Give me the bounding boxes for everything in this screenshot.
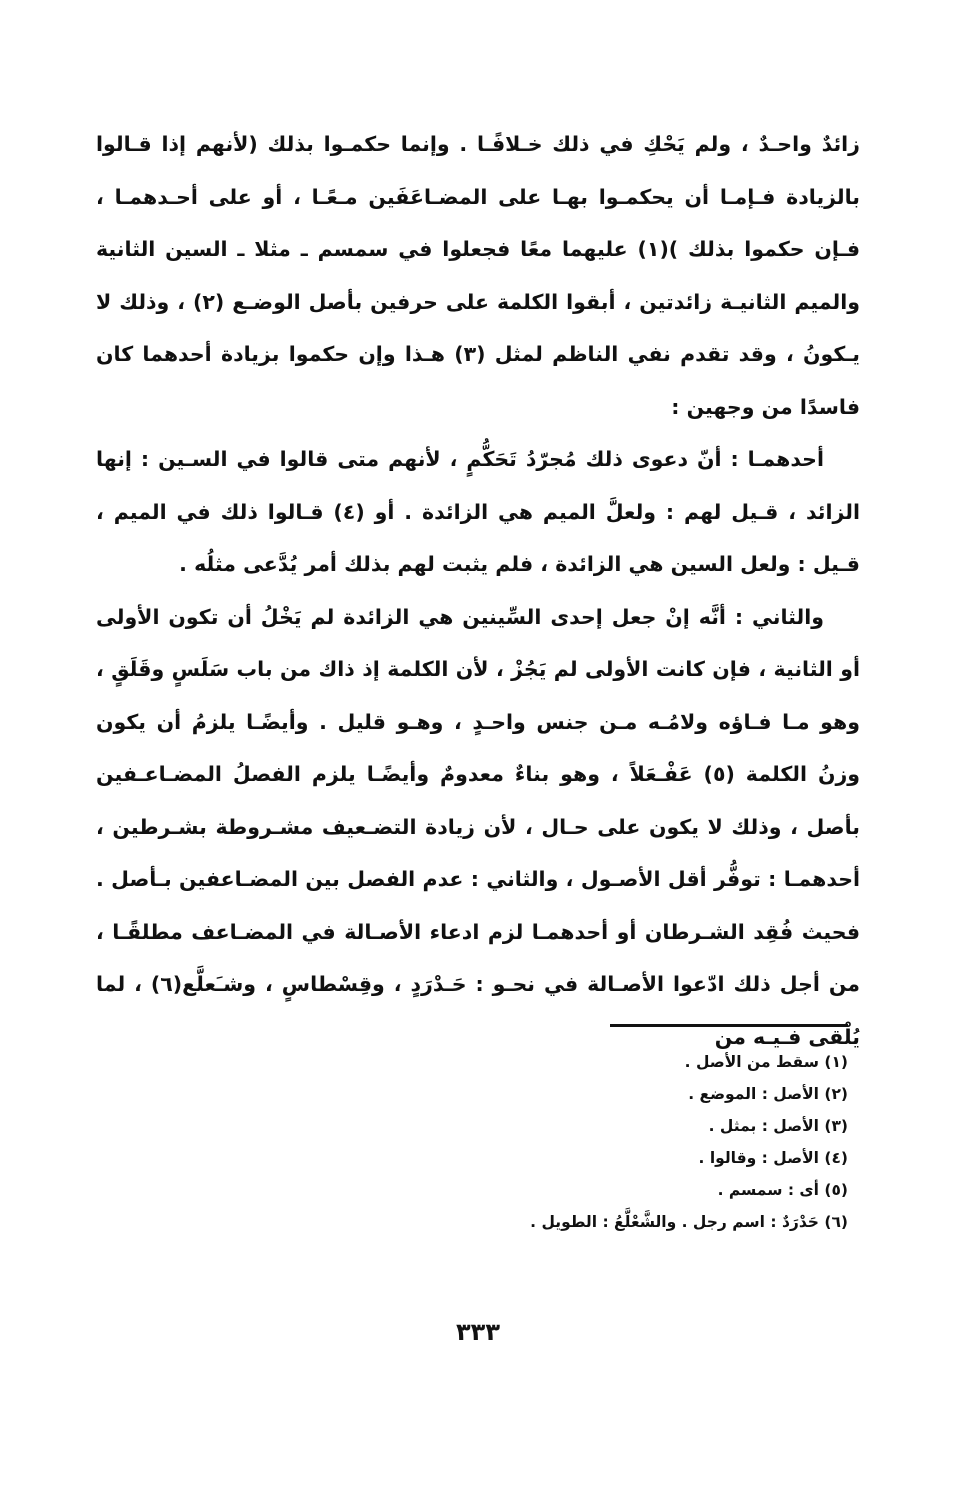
footnote-4: (٤) الأصل : وقالوا . (698, 1149, 848, 1167)
footnote-divider (610, 1024, 848, 1027)
footnote-2: (٢) الأصل : الموضع . (688, 1085, 848, 1103)
footnote-5: (٥) أى : سمسم . (717, 1181, 848, 1199)
footnote-3: (٣) الأصل : بمثل . (708, 1117, 848, 1135)
page-number: ٣٣٣ (456, 1318, 500, 1346)
footnotes-list (348, 1046, 848, 1238)
main-text (96, 118, 860, 1063)
paragraph-first-reason: أحدهمـا : أنّ دعوى ذلك مُجرّدُ تَحَكُّمٍ ، لأنهم متى قالوا في السـين : إنها الزائد ، قـيل لهم : ولعلَّ الميم هي الزائدة . أو (٤) قـالوا ذلك في الميم ، قـيل : ولعل السين هي الزائدة ، فلم يثبت لهم بذلك أمر يُدَّعى مثلُه . (96, 447, 860, 576)
paragraph-second-reason: والثاني : أنَّه إنْ جعل إحدى السِّينين هي الزائدة لم يَخْلُ أن تكون الأولى أو الثانية ، فإن كانت الأولى لم يَجُزْ ، لأن الكلمة إذ ذاك من باب سَلَسٍ وقَلَقٍ ، وهو مـا فـاؤه ولامُـه مـن جنس واحـدٍ ، وهـو قليل . وأيضًـا يلزمُ أن يكون وزنُ الكلمة (٥) عَفْـعَلاً ، وهو بناءٌ معدومٌ وأيضًـا يلزم الفصلُ المضـاعـفين بأصل ، وذلك لا يكون على حـال ، لأن زيادة التضـعيف مشـروطة بشـرطين ، أحدهمـا : توفُّر أقل الأصـول ، والثاني : عدم الفصل بين المضـاعفين بـأصل . فحيث فُقِد الشـرطان أو أحدهمـا لزم ادعاء الأصـالة في المضـاعف مطلقًـا ، من أجل ذلك ادّعوا الأصـالة في نحـو : حَـدْرَدٍ ، وقِسْطاسٍ ، وشـَعلَّع(٦) ، لما يُلْقى فـيـه من (96, 604, 861, 1049)
footnote-6: (٦) حَدْرَدٌ : اسم رجل . والشَّعْلَّعُ : الطويل . (530, 1213, 848, 1231)
paragraph-intro: زائدٌ واحـدٌ ، ولم يَحْكِ في ذلك خـلافًـا . وإنما حكمـوا بذلك (لأنهم إذا قـالوا بالزيادة فـإمـا أن يحكمـوا بهـا على المضـاعَفَين مـعًـا ، أو على أحـدهمـا ، فـإن حكموا بذلك )(١) عليهما معًا فجعلوا في سمسم ـ مثلا ـ السين الثانية والميم الثانيـة زائدتين ، أبقوا الكلمة على حرفين بأصل الوضـع (٢) ، وذلك لا يـكونُ ، وقد تقدم نفي الناظم لمثل (٣) هـذا وإن حكموا بزيادة أحدهما كان فاسدًا من وجهين : (96, 132, 861, 419)
footnote-1: (١) سقط من الأصل . (684, 1053, 848, 1071)
